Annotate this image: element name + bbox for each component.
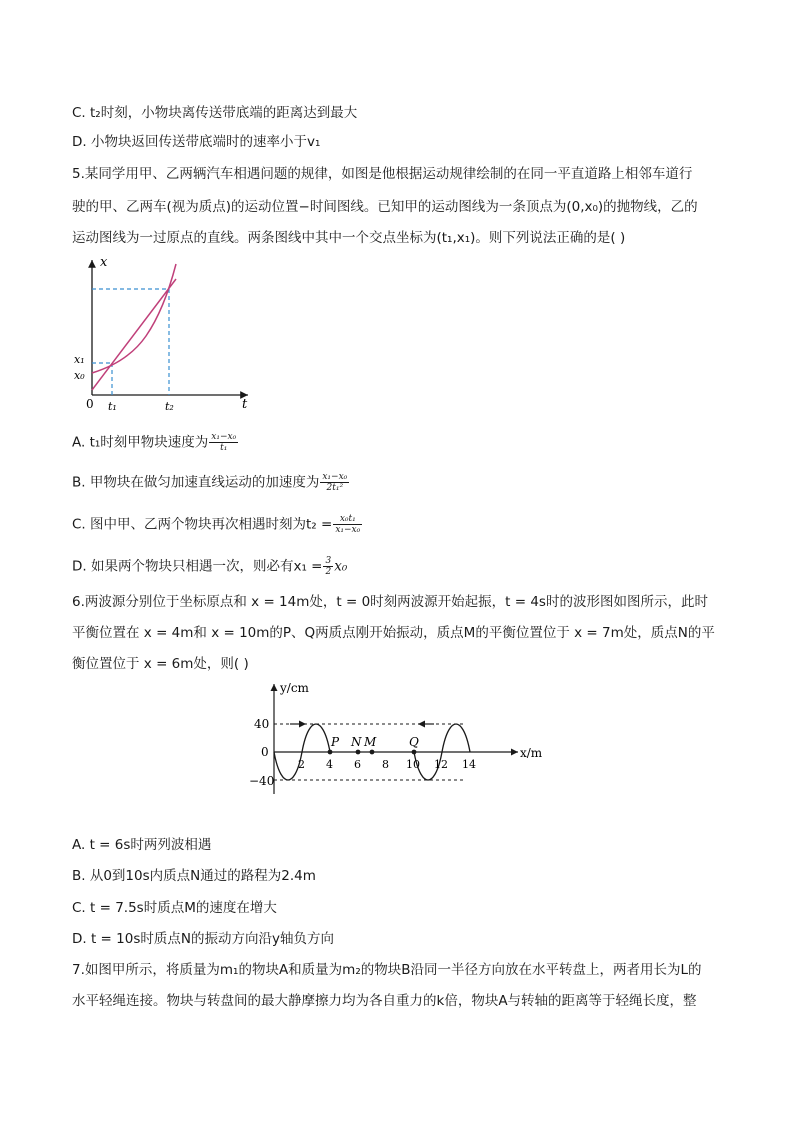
q6-wave-graph	[240, 678, 560, 808]
x-axis-label: x/m	[520, 746, 543, 760]
point-M	[370, 750, 375, 755]
tick-x0: x₀	[74, 369, 85, 382]
q6-stem-line1: 6.两波源分别位于坐标原点和 x = 14m处，t = 0时刻两波源开始起振，t = 4s时的波形图如图所示，此时	[72, 594, 708, 610]
xtick-2: 2	[298, 758, 305, 771]
xtick-12: 12	[434, 758, 448, 771]
tick-x1: x₁	[74, 353, 85, 366]
origin-label: 0	[86, 397, 94, 411]
tick-0: 0	[261, 745, 269, 759]
q4-option-d: D. 小物块返回传送带底端时的速率小于v₁	[72, 134, 321, 150]
tick-neg40: −40	[249, 774, 275, 788]
fraction: $\frac{\text{x₁−x₀}}{\text{2t₁²}}$	[322, 472, 348, 493]
x-axis-label: x	[100, 255, 108, 270]
q5-option-a: A. t₁时刻甲物块速度为 $\frac{\text{x₁−x₀}}{\text{t₁}}$	[72, 432, 237, 453]
fraction: $\frac{\text{x₁−x₀}}{\text{t₁}}$	[211, 432, 237, 453]
q5-stem-line1: 5.某同学用甲、乙两辆汽车相遇问题的规律，如图是他根据运动规律绘制的在同一平直道路上相邻车道行	[72, 166, 693, 182]
line-yi	[92, 279, 176, 390]
q5-option-b: B. 甲物块在做匀加速直线运动的加速度为 $\frac{\text{x₁−x₀}}{\text{2t₁²}}$	[72, 472, 348, 493]
xtick-14: 14	[462, 758, 476, 771]
y-axis-label: y/cm	[280, 681, 309, 695]
label-Q: Q	[409, 735, 419, 749]
point-N	[356, 750, 361, 755]
label-M: M	[364, 735, 377, 749]
tick-40: 40	[254, 717, 270, 731]
tick-t2: t₂	[165, 400, 174, 413]
label-N: N	[351, 735, 362, 749]
xtick-10: 10	[406, 758, 420, 771]
q6-option-c: C. t = 7.5s时质点M的速度在增大	[72, 900, 277, 916]
q7-stem-line1: 7.如图甲所示，将质量为m₁的物块A和质量为m₂的物块B沿同一半径方向放在水平转盘上，两者用长为L的	[72, 962, 702, 978]
parabola-jia	[92, 264, 176, 373]
xtick-8: 8	[382, 758, 389, 771]
fraction: $\frac{\text{x₀t₁}}{\text{x₁−x₀}}$	[335, 514, 361, 535]
q5-stem-line2: 驶的甲、乙两车(视为质点)的运动位置−时间图线。已知甲的运动图线为一条顶点为(0,x₀)的抛物线，乙的	[72, 199, 698, 215]
q5-stem-line3: 运动图线为一过原点的直线。两条图线中其中一个交点坐标为(t₁,x₁)。则下列说法正确的是( )	[72, 230, 626, 246]
xtick-6: 6	[354, 758, 361, 771]
xtick-4: 4	[326, 758, 333, 771]
q6-option-d: D. t = 10s时质点N的振动方向沿y轴负方向	[72, 931, 334, 947]
label-P: P	[331, 735, 340, 749]
t-axis-label: t	[242, 397, 248, 412]
q4-option-c: C. t₂时刻，小物块离传送带底端的距离达到最大	[72, 105, 358, 121]
fraction: $\frac{3}{2}$	[325, 556, 332, 577]
q5-position-time-graph	[68, 252, 268, 422]
q6-stem-line3: 衡位置位于 x = 6m处，则( )	[72, 656, 249, 672]
point-P	[328, 750, 333, 755]
q6-stem-line2: 平衡位置在 x = 4m和 x = 10m的P、Q两质点刚开始振动，质点M的平衡位置位于 x = 7m处，质点N的平	[72, 625, 715, 641]
point-Q	[412, 750, 417, 755]
q6-option-b: B. 从0到10s内质点N通过的路程为2.4m	[72, 868, 316, 884]
q6-option-a: A. t = 6s时两列波相遇	[72, 837, 212, 853]
q7-stem-line2: 水平轻绳连接。物块与转盘间的最大静摩擦力均为各自重力的k倍，物块A与转轴的距离等于轻绳长度，整	[72, 993, 697, 1009]
q5-option-c: C. 图中甲、乙两个物块再次相遇时刻为t₂ = $\frac{\text{x₀t₁}}{\text{x₁−x₀}}$	[72, 514, 361, 535]
tick-t1: t₁	[108, 400, 117, 413]
q5-option-d: D. 如果两个物块只相遇一次，则必有x₁ = $\frac{3}{2}$ x₀	[72, 556, 348, 577]
